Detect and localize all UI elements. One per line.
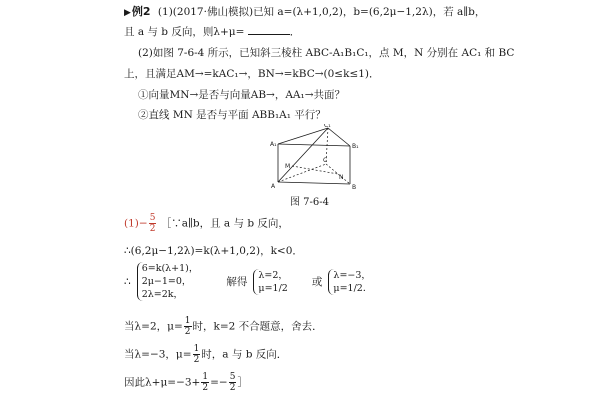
- example-line-2: [124, 24, 300, 39]
- final-fraction-1: $\frac{1}{2}$: [202, 372, 209, 393]
- part2-line-2: 上，且满足AM→=kAC₁→，BN→=kBC→(0≤k≤1)．: [124, 68, 380, 80]
- edge-a1-b1: [278, 144, 350, 146]
- case-2-line: 当λ=−3，μ= $\frac{1}{2}$ 时，a 与 b 反向．: [124, 344, 288, 365]
- label-c1: C₁: [324, 124, 331, 129]
- label-b: B: [352, 184, 357, 190]
- part1-label: (1): [157, 6, 173, 18]
- label-b1: B₁: [352, 143, 359, 150]
- example-line-1: [124, 3, 485, 19]
- edge-a-b: [278, 182, 350, 184]
- figure-caption: 图 7-6-4: [290, 197, 330, 208]
- system-line: [124, 262, 372, 301]
- label-m: M: [285, 163, 291, 170]
- answer-fraction: $\frac{5}{2}$: [149, 213, 156, 234]
- label-n: N: [339, 174, 344, 181]
- solve-word: 解得: [226, 276, 248, 288]
- final-line: 因此λ+μ=−3+ $\frac{1}{2}$ =− $\frac{5}{2}$ ］: [124, 372, 248, 393]
- edge-c-b: [326, 164, 350, 184]
- therefore-symbol: ∴: [124, 275, 131, 288]
- answer-blank: [248, 25, 290, 35]
- triangle-marker-icon: ▶: [124, 8, 131, 18]
- solution-set-2: λ=−3， μ=1/2．: [328, 269, 372, 295]
- answer-sign: −: [138, 217, 148, 230]
- answer-label: (1): [124, 217, 139, 230]
- solution-answer-line: [124, 213, 289, 234]
- prism-figure: [268, 124, 376, 190]
- label-a: A: [271, 183, 276, 190]
- label-c: C: [323, 157, 328, 164]
- case-1-line: 当λ=2，μ= $\frac{1}{2}$ 时，k=2 不合题意，舍去．: [124, 316, 323, 337]
- question-2: ②直线 MN 是否与平面 ABB₁A₁ 平行？: [138, 109, 326, 121]
- part2-line-1: (2)如图 7-6-4 所示，已知斜三棱柱 ABC-A₁B₁C₁，点 M，N 分别在 AC₁ 和 BC: [138, 47, 515, 59]
- final-fraction-2: $\frac{5}{2}$: [229, 372, 236, 393]
- edge-c1-b1: [328, 128, 350, 146]
- label-a1: A₁: [270, 141, 277, 148]
- part1-text-b: 且 a 与 b 反向，则λ+μ=: [124, 26, 245, 38]
- part1-end: ．: [289, 26, 301, 38]
- reason-text: ［∵a∥b，且 a 与 b 反向，: [160, 217, 289, 230]
- segment-m-n: [292, 166, 338, 174]
- part1-source: (2017·佛山模拟): [172, 6, 254, 18]
- or-word: 或: [311, 276, 323, 288]
- equation-system: 6=k(λ+1)， 2μ−1=0， 2λ=2k，: [137, 262, 199, 301]
- solution-set-1: λ=2， μ=1/2: [253, 269, 288, 295]
- part1-text-a: 已知 a=(λ+1,0,2)，b=(6,2μ−1,2λ)，若 a∥b，: [253, 6, 486, 18]
- case-1-fraction: $\frac{1}{2}$: [184, 316, 191, 337]
- question-1: ①向量MN→是否与向量AB→，AA₁→共面？: [138, 89, 346, 101]
- case-2-fraction: $\frac{1}{2}$: [193, 344, 200, 365]
- equation-1: ∴(6,2μ−1,2λ)=k(λ+1,0,2)，k<0．: [124, 245, 303, 257]
- example-tag: ▶例2: [124, 5, 151, 18]
